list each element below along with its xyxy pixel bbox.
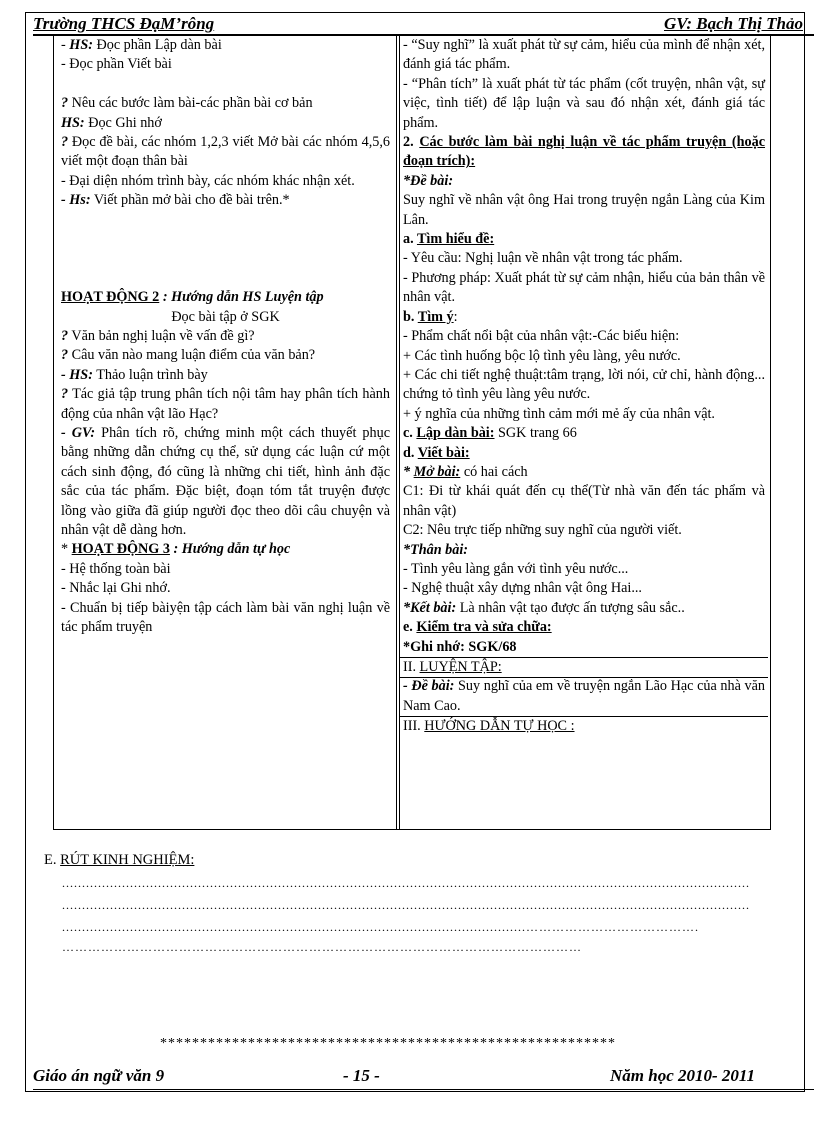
text-line: - Phương pháp: Xuất phát từ sự cảm nhận, hiểu của bản thân về nhân vật.	[403, 269, 765, 306]
text-line: - Chuẩn bị tiếp bàiyện tập cách làm bài văn nghị luận về tác phẩm truyện	[61, 599, 390, 636]
text-line: - Tình yêu làng gắn với tình yêu nước...	[403, 560, 629, 577]
column-divider	[396, 35, 400, 830]
text-line: - Nhắc lại Ghi nhớ.	[61, 580, 171, 597]
section-e-heading: E. RÚT KINH NGHIỆM:	[44, 852, 195, 868]
text-line: - Đề bài: Suy nghĩ của em về truyện ngắn Lão Hạc của nhà văn Nam Cao.	[403, 678, 766, 714]
text-line: - HS: Đọc phần Lập dàn bài	[61, 37, 222, 53]
text-line: - “Phân tích” là xuất phát từ tác phẩm (cốt truyện, nhân vật, sự việc, tình tiết) để lập luận và sau đó nhận xét, đánh giá tác phẩm.	[403, 75, 765, 131]
text-line: - HS: Thảo luận trình bày	[61, 366, 208, 383]
text-line: + ý nghĩa của những tình cảm mới mẻ ấy của nhân vật.	[403, 405, 715, 422]
footer-rule	[33, 1089, 814, 1090]
activity-3-heading: * HOẠT ĐỘNG 3 : Hướng dẫn tự học	[61, 541, 291, 558]
section-ii-heading: II. LUYỆN TẬP:	[403, 659, 502, 675]
subheading: b. Tìm ý:	[403, 308, 458, 325]
text-line: - GV: Phân tích rõ, chứng minh một cách thuyết phục bằng những dẫn chứng cụ thể, sử dụng các luận cứ một cách sinh động, đó cũng là những chi tiết, hình ảnh đặc sắc của tác phẩm. Đặc biệt, đoạn tóm tắt truyện được lồng vào giữa đã giúp người đọc theo dõi câu chuyện và nhân vật dễ dàng hơn.	[61, 425, 390, 539]
text-line: + Các chi tiết nghệ thuật:tâm trạng, lời nói, cử chỉ, hành động... chứng tỏ tình yêu làng yêu nước.	[403, 366, 765, 403]
text-line: *Đề bài:	[403, 172, 454, 189]
question-line: ? Đọc đề bài, các nhóm 1,2,3 viết Mở bài các nhóm 4,5,6 viết một đoạn thân bài	[61, 134, 390, 170]
question-line: ? Văn bản nghị luận về vấn đề gì?	[61, 328, 255, 345]
star-separator: *********************************************************	[160, 1036, 616, 1051]
content-column	[403, 36, 765, 737]
text-line: - Phẩm chất nổi bật của nhân vật:-Các biểu hiện:	[403, 328, 680, 345]
text-line: - Yêu cầu: Nghị luận về nhân vật trong tác phẩm.	[403, 250, 683, 267]
text-line: - Nghệ thuật xây dựng nhân vật ông Hai...	[403, 580, 642, 597]
subheading: c. Lập dàn bài: SGK trang 66	[403, 425, 577, 442]
footer-left: Giáo án ngữ văn 9	[33, 1066, 165, 1085]
footer-right: Năm học 2010- 2011	[610, 1066, 755, 1085]
text-line: *Ghi nhớ: SGK/68	[403, 638, 517, 655]
text-line: + Các tình huống bộc lộ tình yêu làng, yêu nước.	[403, 347, 681, 364]
text-line: - Hs: Viết phần mở bài cho đề bài trên.*	[61, 192, 290, 209]
question-line: ? Câu văn nào mang luận điểm của văn bản?	[61, 347, 316, 364]
notes-line: …………………………………………………………………………………………………………	[62, 940, 582, 954]
text-line: *Kết bài: Là nhân vật tạo được ấn tượng sâu sắc..	[403, 599, 685, 616]
question-line: ? Tác giả tập trung phân tích nội tâm hay phân tích hành động của nhân vật lão Hạc?	[61, 386, 390, 422]
text-line: - “Suy nghĩ” là xuất phát từ sự cảm, hiểu của mình để nhận xét, đánh giá tác phẩm.	[403, 37, 765, 73]
teacher-name: GV: Bạch Thị Thảo	[663, 14, 803, 33]
text-line: C2: Nêu trực tiếp những suy nghĩ của người viết.	[403, 522, 682, 539]
notes-line: ............................................................................................................................................................................	[62, 898, 750, 912]
text-line: C1: Đi từ khái quát đến cụ thể(Từ nhà văn đến tác phẩm và nhân vật)	[403, 483, 765, 519]
text-line: - Đọc phần Viết bài	[61, 56, 172, 73]
page-footer	[33, 1066, 755, 1088]
text-line: - Đại diện nhóm trình bày, các nhóm khác nhận xét.	[61, 172, 355, 189]
text-line: Đọc bài tập ở SGK	[171, 308, 280, 325]
subheading: a. Tìm hiểu đề:	[403, 231, 495, 248]
notes-line: ....................................................................................................................………………………………….	[62, 920, 699, 934]
text-line: - Hệ thống toàn bài	[61, 560, 171, 577]
subheading: d. Viết bài:	[403, 444, 470, 461]
text-line: HS: Đọc Ghi nhớ	[61, 114, 162, 131]
notes-line: ............................................................................................................................................................................	[62, 876, 750, 890]
text-line: Suy nghĩ về nhân vật ông Hai trong truyện ngắn Làng của Kim Lân.	[403, 192, 765, 228]
question-line: ? Nêu các bước làm bài-các phần bài cơ bản	[61, 95, 313, 112]
activity-2-heading: HOẠT ĐỘNG 2 : Hướng dẫn HS Luyện tập	[61, 289, 324, 306]
page-header	[33, 14, 803, 34]
text-line: * Mở bài: có hai cách	[403, 463, 528, 480]
text-line: *Thân bài:	[403, 541, 469, 558]
section-iii-heading: III. HƯỚNG DẪN TỰ HỌC :	[403, 718, 575, 735]
activities-column	[61, 36, 390, 638]
subheading: e. Kiểm tra và sửa chữa:	[403, 619, 552, 636]
school-name: Trường THCS ĐạM’rông	[33, 14, 215, 33]
page-number: - 15 -	[343, 1066, 380, 1085]
section-2-heading: 2. Các bước làm bài nghị luận về tác phẩm truyện (hoặc đoạn trích):	[403, 134, 766, 170]
